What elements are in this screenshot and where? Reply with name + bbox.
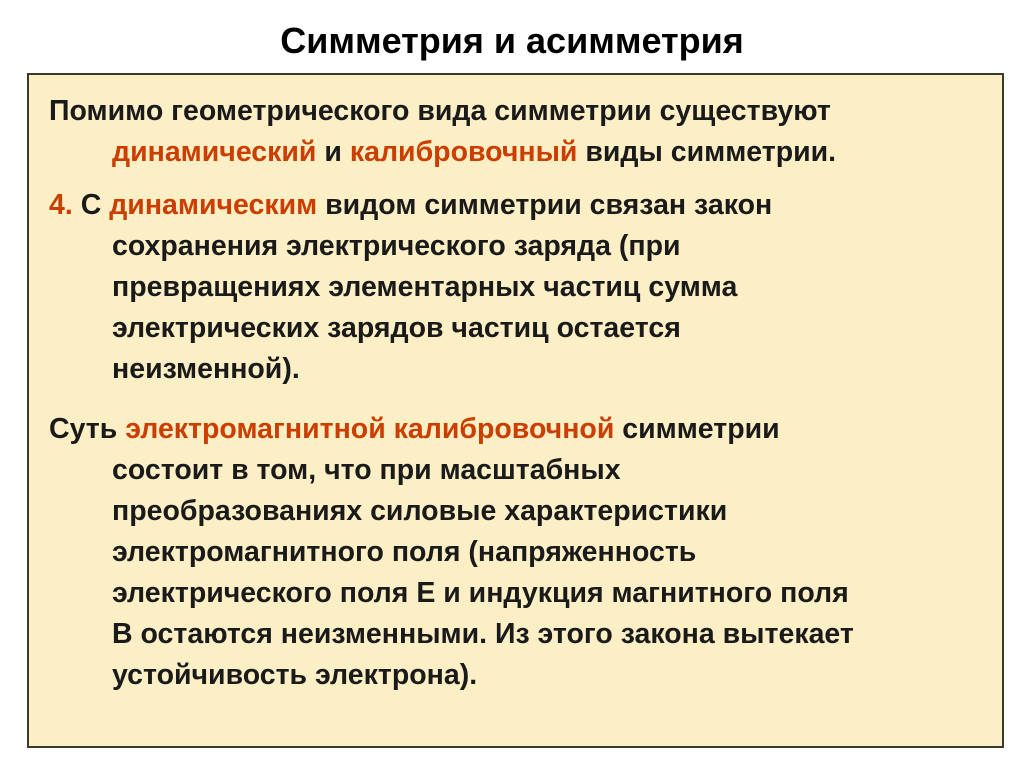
paragraph-line: электрических зарядов частиц остается	[112, 312, 681, 344]
paragraph-line: электрического поля Е и индукция магнитного поля	[112, 577, 849, 609]
paragraph-line: сохранения электрического заряда (при	[112, 230, 681, 262]
text-segment: виды симметрии.	[577, 136, 837, 168]
paragraph-line: устойчивость электрона).	[112, 659, 478, 691]
paragraph-line	[49, 409, 989, 450]
text-segment: и	[316, 136, 350, 168]
paragraph-line	[49, 185, 989, 226]
paragraph-charge-conservation	[49, 185, 989, 390]
paragraph-line: преобразованиях силовые характеристики	[112, 495, 728, 527]
text-segment: симметрии	[614, 413, 780, 445]
highlight-em-gauge: электромагнитной калибровочной	[125, 413, 615, 445]
text-segment: Помимо геометрического вида симметрии существуют	[49, 95, 831, 127]
paragraph-line: электромагнитного поля (напряженность	[112, 536, 697, 568]
text-segment: видом симметрии связан закон	[317, 189, 773, 221]
content-box	[27, 73, 1004, 748]
item-number: 4.	[49, 189, 73, 221]
paragraph-line	[49, 91, 989, 132]
paragraph-line: состоит в том, что при масштабных	[112, 454, 621, 486]
paragraph-line: неизменной).	[112, 353, 300, 385]
paragraph-line	[49, 132, 989, 173]
paragraph-line: В остаются неизменными. Из этого закона вытекает	[112, 618, 854, 650]
highlight-dynamic-symmetry: динамическим	[109, 189, 318, 221]
highlight-dynamic: динамический	[112, 136, 317, 168]
text-segment: С	[72, 189, 110, 221]
paragraph-gauge-symmetry	[49, 409, 989, 696]
slide-title: Симметрия и асимметрия	[280, 20, 744, 61]
paragraph-symmetry-types	[49, 91, 989, 173]
text-segment: Суть	[49, 413, 126, 445]
paragraph-line: превращениях элементарных частиц сумма	[112, 271, 738, 303]
highlight-gauge: калибровочный	[349, 136, 578, 168]
